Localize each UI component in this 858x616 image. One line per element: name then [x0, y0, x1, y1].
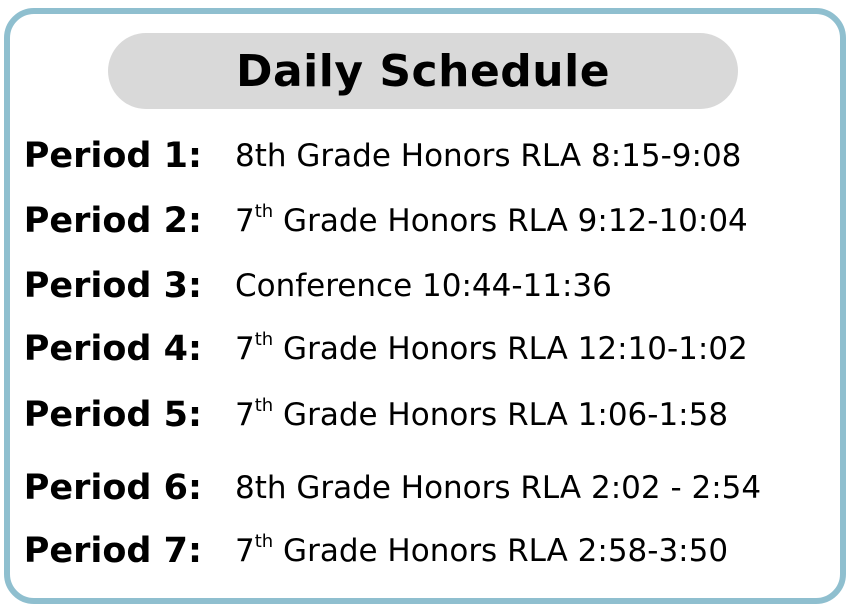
period-label: Period 5: — [23, 395, 202, 435]
class-and-time: Grade Honors RLA 8:15-9:08 — [286, 138, 742, 174]
period-label: Period 4: — [23, 329, 202, 369]
period-label: Period 3: — [23, 266, 202, 306]
grade-ordinal-suffix: th — [254, 201, 274, 222]
period-description — [235, 526, 728, 576]
period-description — [235, 261, 612, 311]
period-description — [235, 324, 748, 374]
schedule-row-period-6 — [0, 463, 858, 513]
grade-ordinal-suffix: th — [254, 531, 274, 552]
grade-ordinal-suffix: th — [254, 329, 274, 350]
grade-number: 7 — [235, 203, 255, 239]
title-banner — [108, 33, 738, 109]
grade-number: 7 — [235, 397, 255, 433]
period-label: Period 6: — [23, 468, 202, 508]
grade-number: 7 — [235, 533, 255, 569]
grade-number: 8th — [235, 470, 287, 506]
period-description — [235, 390, 728, 440]
schedule-row-period-7 — [0, 526, 858, 576]
grade-number: 8th — [235, 138, 287, 174]
grade-number: 7 — [235, 331, 255, 367]
schedule-row-period-4 — [0, 324, 858, 374]
schedule-title: Daily Schedule — [235, 45, 611, 97]
period-label: Period 7: — [23, 531, 202, 571]
schedule-row-period-1 — [0, 131, 858, 181]
period-description — [235, 463, 761, 513]
class-and-time: Grade Honors RLA 2:58-3:50 — [273, 533, 729, 569]
class-and-time: Grade Honors RLA 1:06-1:58 — [273, 397, 729, 433]
schedule-row-period-5 — [0, 390, 858, 440]
period-label: Period 1: — [23, 136, 202, 176]
class-and-time: Grade Honors RLA 12:10-1:02 — [273, 331, 748, 367]
grade-ordinal-suffix: th — [254, 395, 274, 416]
class-and-time: Conference 10:44-11:36 — [235, 268, 612, 304]
schedule-row-period-3 — [0, 261, 858, 311]
period-description — [235, 131, 741, 181]
period-description — [235, 196, 748, 246]
class-and-time: Grade Honors RLA 9:12-10:04 — [273, 203, 748, 239]
schedule-row-period-2 — [0, 196, 858, 246]
period-label: Period 2: — [23, 201, 202, 241]
class-and-time: Grade Honors RLA 2:02 - 2:54 — [286, 470, 762, 506]
